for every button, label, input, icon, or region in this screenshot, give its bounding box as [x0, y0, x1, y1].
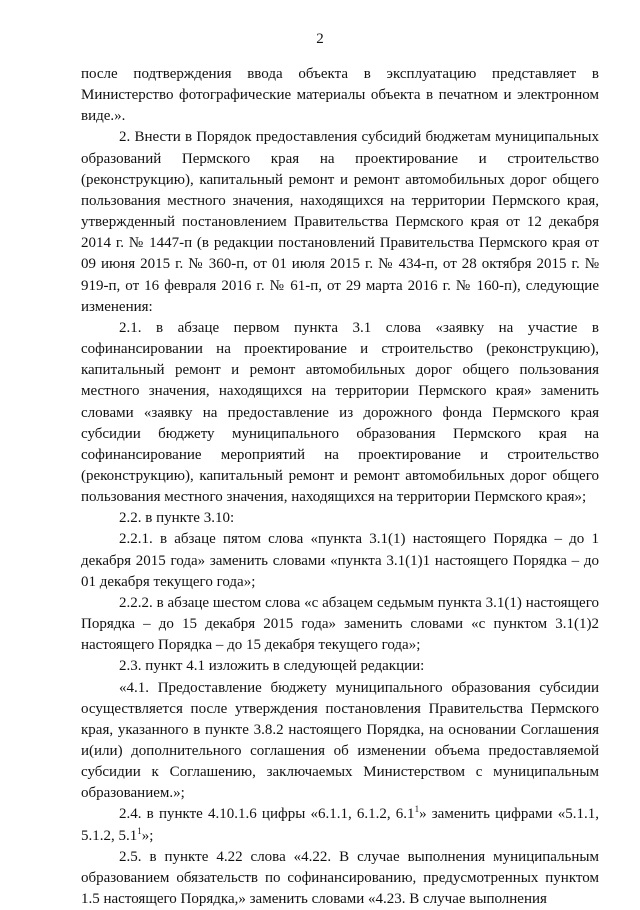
paragraph-item-2: 2. Внести в Порядок предоставления субсидий бюджетам муниципальных образований Пермского края на проектирование и строительство (реконструкцию), капитальный ремонт и ремонт автомобильных дорог общего пользования местного значения, находящихся на территории Пермского края, утвержденный постановлением Правительства Пермского края от 12 декабря 2014 г. № 1447-п (в редакции постановлений Правительства Пермского края от 09 июня 2015 г. № 360-п, от 01 июля 2015 г. № 434-п, от 28 октября 2015 г. № 919-п, от 16 февраля 2016 г. № 61-п, от 29 марта 2016 г. № 160-п), следующие изменения: [81, 129, 599, 315]
superscript-1: 1 [414, 804, 420, 815]
paragraph-item-2-3: 2.3. пункт 4.1 изложить в следующей редакции: [119, 658, 425, 675]
paragraph-item-2-1: 2.1. в абзаце первом пункта 3.1 слова «заявку на участие в софинансировании на проектирование и строительство (реконструкцию), капитальный ремонт и ремонт автомобильных дорог общего пользования местного значения, находящихся на территории Пермского края» заменить словами «заявку на предоставление из дорожного фонда Пермского края субсидии бюджету муниципального образования Пермского края на софинансирование мероприятий на проектирование и строительство (реконструкцию), капитальный ремонт и ремонт автомобильных дорог общего пользования местного значения, находящихся на территории Пермского края»; [81, 319, 599, 506]
page-number: 2 [316, 31, 324, 47]
superscript-2: 1 [137, 825, 142, 836]
paragraph-item-2-4 [81, 804, 599, 846]
paragraph-item-2-2-2: 2.2.2. в абзаце шестом слова «с абзацем седьмым пункта 3.1(1) настоящего Порядка – до 15 декабря 2015 года» заменить словами «с пунктом 3.1(1)2 настоящего Порядка – до 15 декабря текущего года»; [81, 594, 599, 654]
document-body [81, 64, 599, 910]
paragraph-item-2-4-part-b: » заменить цифрами «5.1.1, 5.1.2, 5.1 [81, 806, 599, 844]
paragraph-continuation: после подтверждения ввода объекта в эксплуатацию представляет в Министерство фотографические материалы объекта в печатном и электронном виде.». [81, 66, 599, 125]
paragraph-item-2-4-part-a: 2.4. в пункте 4.10.1.6 цифры «6.1.1, 6.1.2, 6.1 [119, 806, 415, 823]
paragraph-item-2-4-part-c: »; [141, 827, 154, 844]
paragraph-item-2-2-1: 2.2.1. в абзаце пятом слова «пункта 3.1(1) настоящего Порядка – до 1 декабря 2015 года» заменить словами «пункта 3.1(1)1 настоящего Порядка – до 01 декабря текущего года»; [81, 531, 599, 590]
paragraph-quoted-4-1: «4.1. Предоставление бюджету муниципального образования субсидии осуществляется после утверждения постановления Правительства Пермского края, указанного в пункте 3.8.2 настоящего Порядка, на основании Соглашения и(или) дополнительного соглашения об изменении объема предоставляемой субсидии к Соглашению, заключаемых Министерством с муниципальным образованием.»; [81, 679, 599, 802]
paragraph-item-2-5: 2.5. в пункте 4.22 слова «4.22. В случае выполнения муниципальным образованием обязательств по софинансированию, предусмотренных пунктом 1.5 настоящего Порядка,» заменить словами «4.23. В случае выполнения [81, 848, 599, 908]
paragraph-item-2-2: 2.2. в пункте 3.10: [119, 510, 235, 527]
